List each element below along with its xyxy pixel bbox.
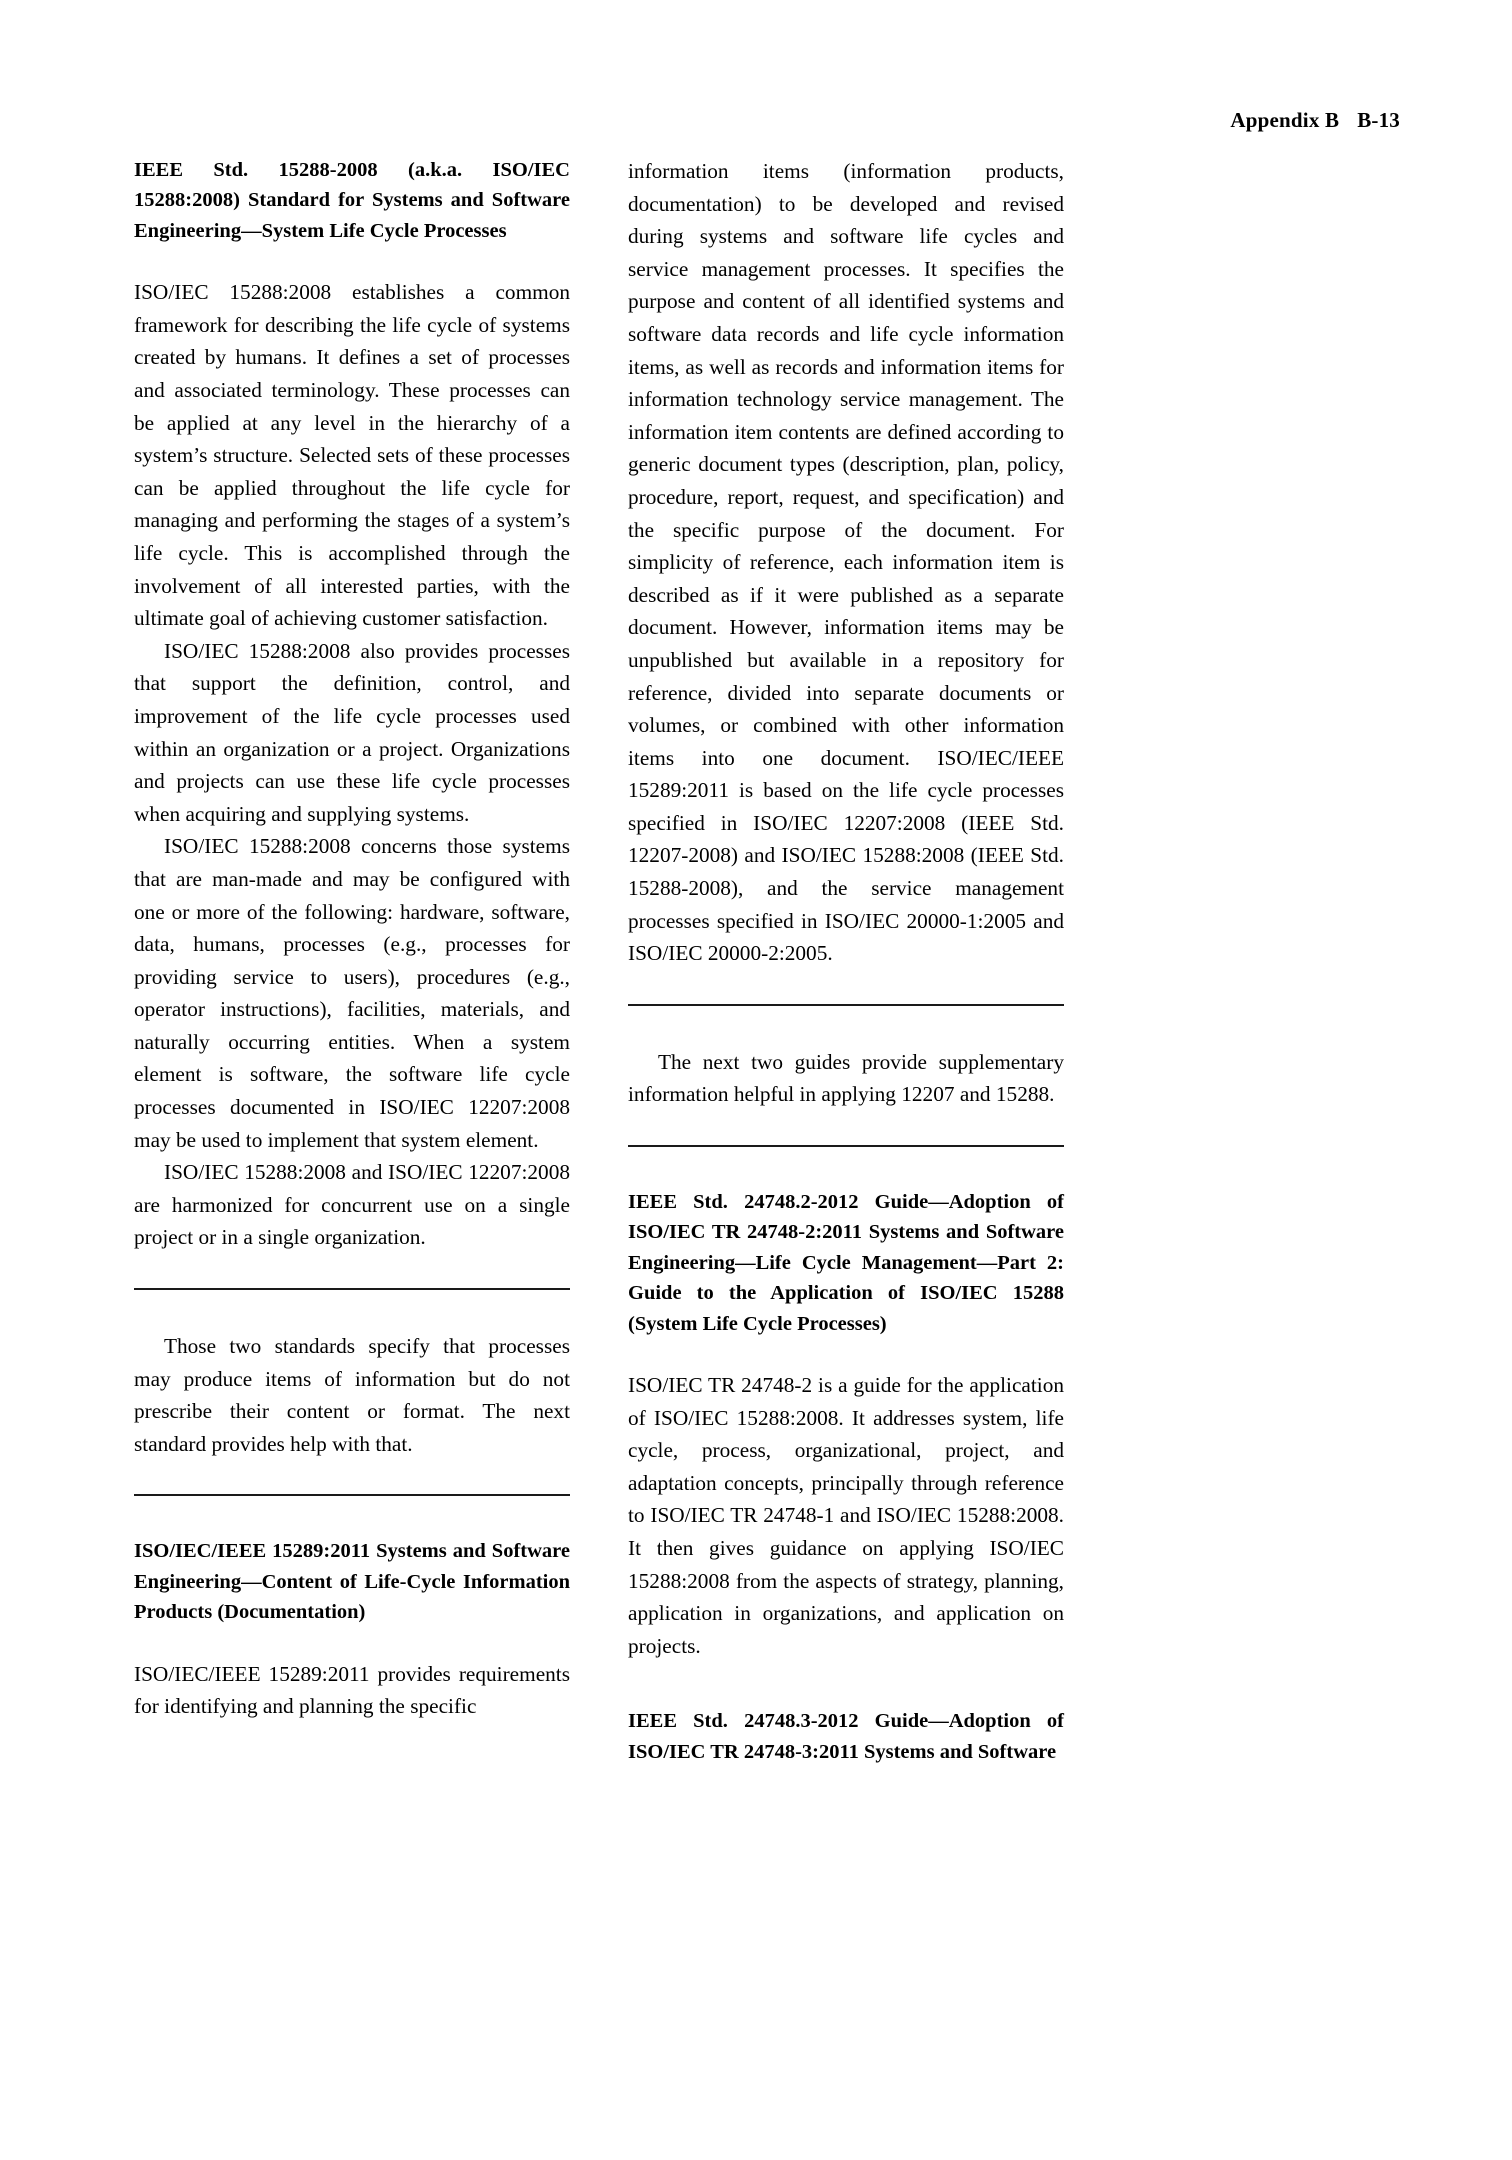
rule-space bbox=[628, 1111, 1064, 1145]
heading-iso-iec-ieee-15289: ISO/IEC/IEEE 15289:2011 Systems and Software Engineering—Content of Life-Cycle Information Products (Documentation) bbox=[134, 1540, 570, 1624]
running-header-page-number: B-13 bbox=[1357, 108, 1400, 132]
heading-gap bbox=[134, 246, 570, 276]
rule-space bbox=[134, 1460, 570, 1494]
heading-gap bbox=[134, 1628, 570, 1658]
heading-ieee-15288-2008: IEEE Std. 15288-2008 (a.k.a. ISO/IEC 15288:2008) Standard for Systems and Software Engineering—System Life Cycle Processes bbox=[134, 159, 570, 242]
rule-space bbox=[628, 1006, 1064, 1046]
paragraph-next-two-guides: The next two guides provide supplementary information helpful in applying 12207 and 15288. bbox=[628, 1049, 1064, 1107]
paragraph-two-standards: Those two standards specify that processes may produce items of information but do not prescribe their content or format. The next standard provides help with that. bbox=[134, 1334, 570, 1456]
paragraph-15288-systems: ISO/IEC 15288:2008 concerns those systems that are man-made and may be configured with one or more of the following: hardware, software, data, humans, processes (e.g., processes for providing service to users), procedures (e.g., operator instructions), facilities, materials, and naturally occurring entities. When a system element is software, the software life cycle processes documented in ISO/IEC 12207:2008 may be used to implement that system element. bbox=[134, 834, 570, 1152]
paragraph-15288-harmonized: ISO/IEC 15288:2008 and ISO/IEC 12207:2008 are harmonized for concurrent use on a single project or in a single organization. bbox=[134, 1160, 570, 1250]
rule-space bbox=[134, 1496, 570, 1536]
paragraph-15289-requirements: ISO/IEC/IEEE 15289:2011 provides requirements for identifying and planning the specific bbox=[134, 1661, 570, 1719]
heading-ieee-24748-3-2012: IEEE Std. 24748.3-2012 Guide—Adoption of ISO/IEC TR 24748-3:2011 Systems and Software bbox=[628, 1710, 1064, 1763]
paragraph-15289-continued: information items (information products, documentation) to be developed and revised during systems and software life cycles and service management processes. It specifies the purpose and content of all identified systems and software data records and life cycle information items, as well as records and information items for information technology service management. The information item contents are defined according to generic document types (description, plan, policy, procedure, report, request, and specification) and the specific purpose of the document. For simplicity of reference, each information item is described as if it were published as a separate document. However, information items may be unpublished but available in a repository for reference, divided into separate documents or volumes, or combined with other information items into one document. ISO/IEC/IEEE 15289:2011 is based on the life cycle processes specified in ISO/IEC 12207:2008 (IEEE Std. 12207-2008) and ISO/IEC 15288:2008 (IEEE Std. 15288-2008), and the service management processes specified in ISO/IEC 20000-1:2005 and ISO/IEC 20000-2:2005. bbox=[628, 159, 1064, 966]
running-header-appendix-label: Appendix B bbox=[1230, 108, 1340, 132]
rule-space bbox=[134, 1290, 570, 1330]
paragraph-24748-2-description: ISO/IEC TR 24748-2 is a guide for the application of ISO/IEC 15288:2008. It addresses system, life cycle, process, organizational, project, and adaptation concepts, principally through reference to ISO/IEC TR 24748-1 and ISO/IEC 15288:2008. It then gives guidance on applying ISO/IEC 15288:2008 from the aspects of strategy, planning, application in organizations, and application on projects. bbox=[628, 1373, 1064, 1658]
paragraph-15288-overview: ISO/IEC 15288:2008 establishes a common framework for describing the life cycle of systems created by humans. It defines a set of processes and associated terminology. These processes can be applied at any level in the hierarchy of a system’s structure. Selected sets of these processes can be applied throughout the life cycle for managing and performing the stages of a system’s life cycle. This is accomplished through the involvement of all interested parties, with the ultimate goal of achieving customer satisfaction. bbox=[134, 280, 570, 631]
paragraph-15288-processes: ISO/IEC 15288:2008 also provides processes that support the definition, control, and improvement of the life cycle processes used within an organization or a project. Organizations and projects can use these life cycle processes when acquiring and supplying systems. bbox=[134, 638, 570, 826]
left-text-column bbox=[134, 155, 570, 1767]
rule-space bbox=[628, 970, 1064, 1004]
heading-ieee-24748-2-2012: IEEE Std. 24748.2-2012 Guide—Adoption of ISO/IEC TR 24748-2:2011 Systems and Software Engineering—Life Cycle Management—Part 2: Guide to the Application of ISO/IEC 15288 (System Life Cycle Processes) bbox=[628, 1191, 1064, 1335]
right-text-column bbox=[628, 155, 1064, 1767]
rule-space bbox=[134, 1254, 570, 1288]
two-column-body bbox=[134, 155, 1382, 1767]
rule-space bbox=[628, 1147, 1064, 1187]
running-header bbox=[1230, 108, 1400, 133]
heading-gap bbox=[628, 1339, 1064, 1369]
block-gap bbox=[628, 1662, 1064, 1706]
